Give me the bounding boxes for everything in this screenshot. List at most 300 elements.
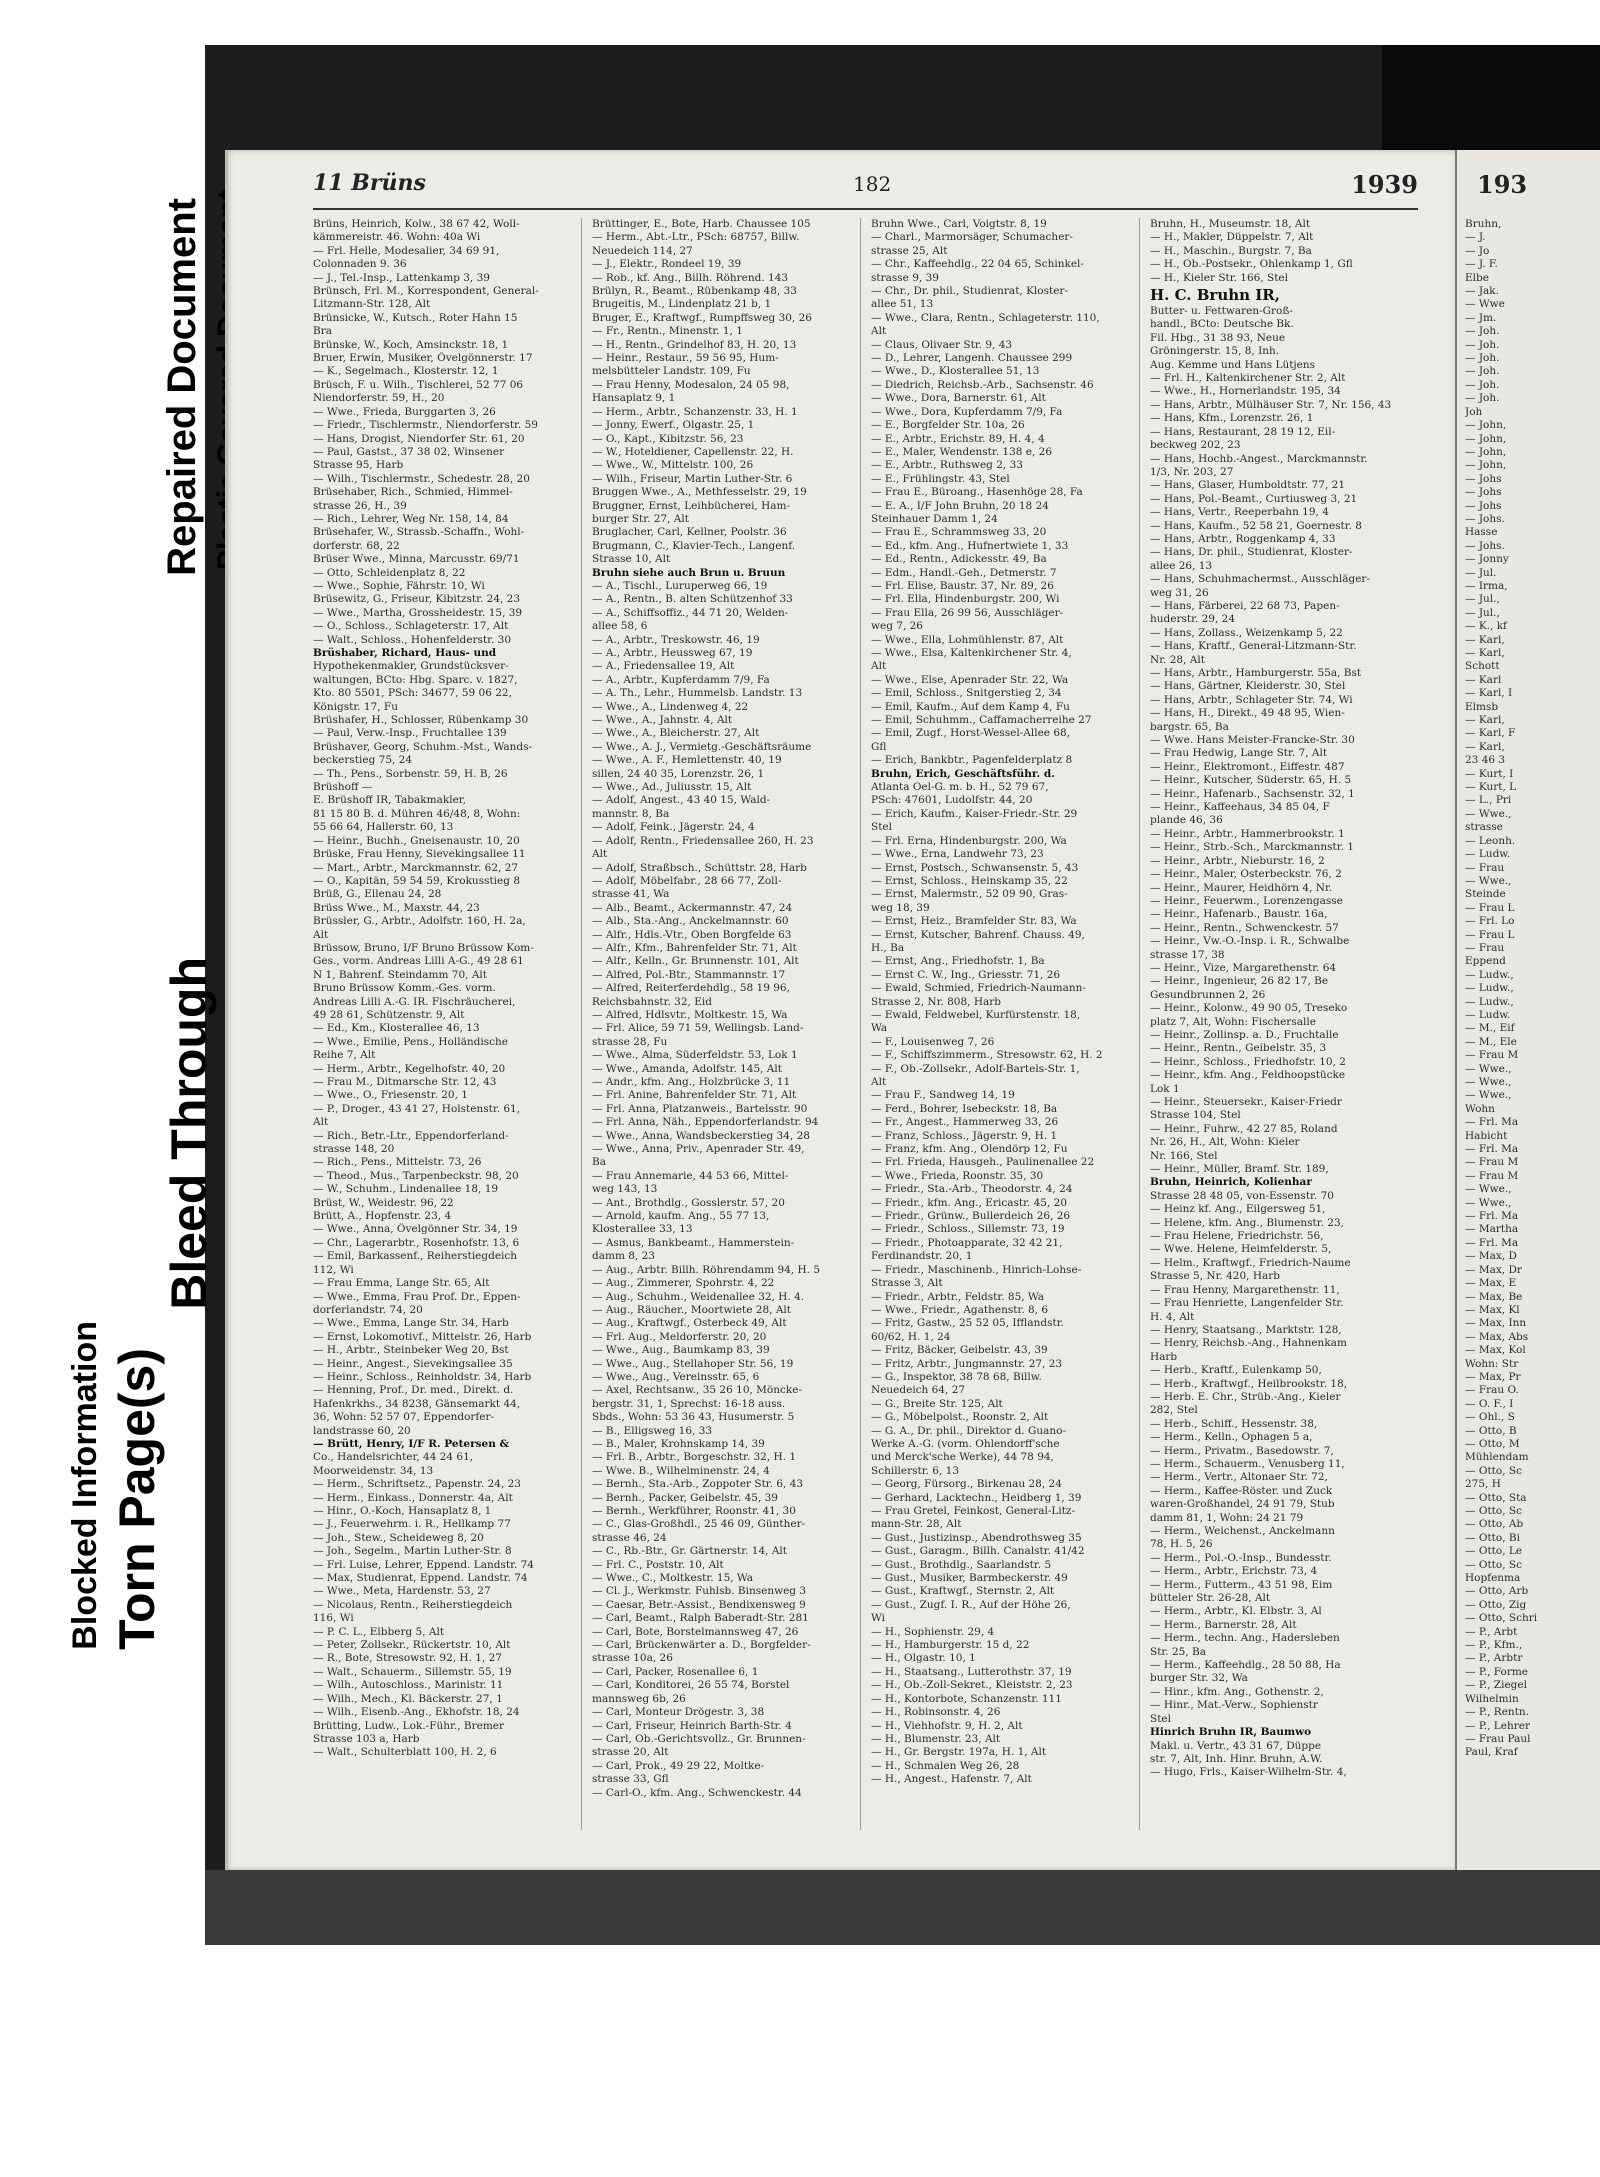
- adjacent-entry-line: Habicht: [1465, 1129, 1508, 1142]
- directory-entry-line: — Heinr., Buchh., Gneisenaustr. 10, 20: [313, 834, 520, 847]
- directory-entry-line: — Herm., Einkass., Donnerstr. 4a, Alt: [313, 1491, 513, 1504]
- directory-entry-line: — E., Maler, Wendenstr. 138 e, 26: [871, 445, 1053, 458]
- adjacent-entry-line: — Wwe.,: [1465, 1196, 1512, 1209]
- directory-entry-line: — Carl, Monteur Drögestr. 3, 38: [592, 1706, 765, 1719]
- adjacent-entry-line: — Otto, B: [1465, 1424, 1517, 1437]
- directory-entry-line: — Friedr., Arbtr., Feldstr. 85, Wa: [871, 1290, 1045, 1303]
- directory-entry-line: — Emil, Schuhmm., Caffamacherreihe 27: [871, 714, 1092, 727]
- directory-entry-line: — Fritz, Bäcker, Geibelstr. 43, 39: [871, 1344, 1048, 1357]
- directory-entry-line: — E. A., I/F John Bruhn, 20 18 24: [871, 499, 1049, 512]
- directory-entry-line: — Herb., Kraftf., Eulenkamp 50,: [1150, 1364, 1322, 1377]
- directory-entry-line: Alt: [313, 928, 329, 941]
- directory-entry-line: — A., Schiffsoffiz., 44 71 20, Welden-: [592, 606, 789, 619]
- adjacent-entry-line: — Max, Inn: [1465, 1317, 1527, 1330]
- directory-entry-line: Steinhauer Damm 1, 24: [871, 512, 998, 525]
- directory-entry-line: Wa: [871, 1022, 888, 1035]
- directory-entry-line: — Heinr., Ingenieur, 26 82 17, Be: [1150, 975, 1329, 988]
- directory-entry-line: — Wwe., C., Moltkestr. 15, Wa: [592, 1572, 754, 1585]
- directory-entry-line: — Hans, Kraftf., General-Litzmann-Str.: [1150, 640, 1357, 653]
- directory-entry-line: — F., Louisenweg 7, 26: [871, 1035, 995, 1048]
- directory-entry-line: — E., Arbtr., Ruthsweg 2, 33: [871, 459, 1023, 472]
- directory-entry-line: — Hans, Dr. phil., Studienrat, Kloster-: [1150, 546, 1353, 559]
- adjacent-entry-line: — John,: [1465, 419, 1507, 432]
- adjacent-entry-line: — O. F., I: [1465, 1397, 1514, 1410]
- directory-entry-line: Bruger, E., Kraftwgf., Rumpffsweg 30, 26: [592, 311, 812, 324]
- directory-entry-line: — Alfred, Reiterferdehdlg., 58 19 96,: [592, 982, 790, 995]
- directory-entry-line: Colonnaden 9. 36: [313, 258, 407, 271]
- directory-entry-line: — Frau Hedwig, Lange Str. 7, Alt: [1150, 747, 1328, 760]
- directory-entry-line: beckerstieg 75, 24: [313, 754, 413, 767]
- directory-entry-line: Bruhn, Heinrich, Kolienhar: [1150, 1176, 1312, 1189]
- directory-entry-line: Brüssler, G., Arbtr., Adolfstr. 160, H. 2a,: [313, 915, 526, 928]
- directory-entry-line: N 1, Bahrenf. Steindamm 70, Alt: [313, 968, 487, 981]
- directory-entry-line: — Wwe., Anna, Övelgönner Str. 34, 19: [313, 1223, 518, 1236]
- directory-entry-line: waren-Großhandel, 24 91 79, Stub: [1150, 1498, 1335, 1511]
- directory-entry-line: strasse 46, 24: [592, 1531, 667, 1544]
- directory-entry-line: — Claus, Olivaer Str. 9, 43: [871, 338, 1013, 351]
- directory-entry-line: — Carl, Brückenwärter a. D., Borgfelder-: [592, 1639, 811, 1652]
- directory-entry-line: — Carl, Beamt., Ralph Baberadt-Str. 281: [592, 1612, 809, 1625]
- directory-entry-line: — Frl. Helle, Modesalier, 34 69 91,: [313, 244, 500, 257]
- directory-entry-line: — Hinr., Mat.-Verw., Sophienstr: [1150, 1699, 1318, 1712]
- directory-entry-line: — Wwe., Emilie, Pens., Holländische: [313, 1035, 508, 1048]
- directory-entry-line: Strasse 5, Nr. 420, Harb: [1150, 1270, 1280, 1283]
- directory-entry-line: — Herb. E. Chr., Strüb.-Ang., Kieler: [1150, 1390, 1341, 1403]
- directory-entry-line: Alt: [592, 848, 608, 861]
- directory-entry-line: Litzmann-Str. 128, Alt: [313, 298, 431, 311]
- directory-entry-line: — Brütt, Henry, I/F R. Petersen &: [313, 1437, 509, 1450]
- directory-entry-line: — P. C. L., Elbberg 5, Alt: [313, 1625, 445, 1638]
- directory-entry-line: — H., Kontorbote, Schanzenstr. 111: [871, 1692, 1062, 1705]
- directory-entry-line: — G. A., Dr. phil., Direktor d. Guano-: [871, 1424, 1067, 1437]
- directory-entry-line: burger Str. 27, Alt: [592, 512, 689, 525]
- directory-entry-line: — Charl., Marmorsäger, Schumacher-: [871, 231, 1073, 244]
- directory-entry-line: — Friedr., Grünw., Bullerdeich 26, 26: [871, 1210, 1071, 1223]
- directory-entry-line: — Joh., Segelm., Martin Luther-Str. 8: [313, 1545, 512, 1558]
- directory-entry-line: — H., Viehhofstr. 9, H. 2, Alt: [871, 1719, 1023, 1732]
- directory-entry-line: — H., Ob.-Postsekr., Ohlenkamp 1, Gfl: [1150, 258, 1353, 271]
- directory-entry-line: — Wwe., Ad., Juliusstr. 15, Alt: [592, 781, 752, 794]
- directory-entry-line: — Carl, Bote, Borstelmannsweg 47, 26: [592, 1625, 799, 1638]
- directory-entry-line: Brüns, Heinrich, Kolw., 38 67 42, Woll-: [313, 218, 520, 230]
- directory-entry-line: — Emil, Kaufm., Auf dem Kamp 4, Fu: [871, 700, 1070, 713]
- directory-entry-line: — Heinr., Schloss., Friedhofstr. 10, 2: [1150, 1055, 1346, 1068]
- directory-entry-line: Brüshafer, H., Schlosser, Rübenkamp 30: [313, 714, 529, 727]
- directory-entry-line: — G., Möbelpolst., Roonstr. 2, Alt: [871, 1411, 1049, 1424]
- directory-columns: [313, 218, 1418, 1830]
- directory-entry-line: — Emil, Barkassenf., Reiherstiegdeich: [313, 1250, 518, 1263]
- directory-entry-line: Brüsewitz, G., Friseur, Kibitzstr. 24, 23: [313, 593, 521, 606]
- directory-entry-line: — A., Friedensallee 19, Alt: [592, 660, 735, 673]
- directory-entry-line: Str. 25, Ba: [1150, 1645, 1206, 1658]
- directory-entry-line: Stel: [1150, 1712, 1171, 1725]
- directory-entry-line: — Wwe., D., Klosterallee 51, 13: [871, 365, 1040, 378]
- directory-entry-line: str. 7, Alt, Inh. Hinr. Bruhn, A.W.: [1150, 1752, 1323, 1765]
- directory-entry-line: Andreas Lilli A.-G. IR. Fischräucherei,: [313, 995, 516, 1008]
- directory-entry-line: bütteler Str. 26-28, Alt: [1150, 1592, 1271, 1605]
- directory-entry-line: — Walt., Schloss., Hohenfelderstr. 30: [313, 633, 512, 646]
- adjacent-entry-line: Eppend: [1465, 955, 1506, 968]
- directory-entry-line: — Heinr., Maler, Osterbeckstr. 76, 2: [1150, 868, 1342, 881]
- directory-entry-line: Brülyn, R., Beamt., Rübenkamp 48, 33: [592, 285, 797, 298]
- directory-entry-line: 81 15 80 B. d. Mühren 46/48, 8, Wohn:: [313, 807, 521, 820]
- directory-entry-line: — Fritz, Arbtr., Jungmannstr. 27, 23: [871, 1357, 1063, 1370]
- directory-entry-line: damm 81, 1, Wohn: 24 21 79: [1150, 1511, 1304, 1524]
- directory-entry-line: — Alfr., Kfm., Bahrenfelder Str. 71, Alt: [592, 941, 797, 954]
- directory-entry-line: — Gust., Brothdlg., Saarlandstr. 5: [871, 1558, 1052, 1571]
- directory-entry-line: — Alfred, Pol.-Btr., Stammannstr. 17: [592, 968, 786, 981]
- directory-entry-line: — Alfr., Kelln., Gr. Brunnenstr. 101, Alt: [592, 955, 799, 968]
- directory-entry-line: beckweg 202, 23: [1150, 439, 1241, 452]
- directory-entry-line: — Heinr., Elektromont., Eiffestr. 487: [1150, 760, 1345, 773]
- directory-entry-line: — Carl, Ob.-Gerichtsvollz., Gr. Brunnen-: [592, 1732, 806, 1745]
- directory-entry-line: Kto. 80 5501, PSch: 34677, 59 06 22,: [313, 687, 512, 700]
- directory-entry-line: — Hans, Gärtner, Kleiderstr. 30, Stel: [1150, 680, 1346, 693]
- directory-entry-line: — Frau E., Büroang., Hasenhöge 28, Fa: [871, 486, 1083, 499]
- directory-entry-line: — Hugo, Frls., Kaiser-Wilhelm-Str. 4,: [1150, 1766, 1347, 1779]
- directory-entry-line: Brünsicke, W., Kutsch., Roter Hahn 15: [313, 311, 518, 324]
- directory-entry-line: Hafenkrkhs., 34 8238, Gänsemarkt 44,: [313, 1397, 521, 1410]
- directory-entry-line: — Helene, kfm. Ang., Blumenstr. 23,: [1150, 1216, 1345, 1229]
- directory-entry-line: — Herm., Kaffee-Röster. und Zuck: [1150, 1484, 1333, 1497]
- adjacent-entry-line: — Karl,: [1465, 647, 1505, 659]
- adjacent-entry-line: — P., Arbtr: [1465, 1652, 1523, 1665]
- adjacent-entry-line: Elmsb: [1465, 700, 1499, 713]
- directory-entry-line: — Herm., Arbtr., Kl. Elbstr. 3, Al: [1150, 1605, 1322, 1618]
- directory-entry-line: Neuedeich 114, 27: [592, 244, 693, 257]
- directory-entry-line: — Otto, Schleidenplatz 8, 22: [313, 566, 466, 579]
- directory-entry-line: — P., Droger., 43 41 27, Holstenstr. 61,: [313, 1102, 521, 1115]
- directory-entry-line: — Frl. Alice, 59 71 59, Wellingsb. Land-: [592, 1022, 804, 1035]
- directory-entry-line: Brünsch, Frl. M., Korrespondent, General-: [313, 285, 539, 298]
- directory-entry-line: — Wwe., Anna, Wandsbeckerstieg 34, 28: [592, 1129, 810, 1142]
- adjacent-entry-line: — Frl. Lo: [1465, 915, 1515, 928]
- directory-entry-line: strasse 10a, 26: [592, 1652, 673, 1665]
- directory-entry-line: Butter- u. Fettwaren-Groß-: [1150, 305, 1293, 318]
- directory-entry-line: Sbds., Wohn: 53 36 43, Husumerstr. 5: [592, 1411, 795, 1424]
- directory-entry-line: — Heinr., Rentn., Schwenckestr. 57: [1150, 921, 1339, 934]
- directory-entry-line: — Wwe., Friedr., Agathenstr. 8, 6: [871, 1303, 1049, 1316]
- adjacent-entry-line: 275, H: [1465, 1478, 1501, 1491]
- adjacent-entry-line: — Karl,: [1465, 633, 1505, 646]
- adjacent-entry-line: Paul, Kraf: [1465, 1746, 1518, 1759]
- directory-entry-line: Strasse 28 48 05, von-Essenstr. 70: [1150, 1189, 1334, 1202]
- adjacent-entry-line: Schott: [1465, 660, 1500, 673]
- directory-entry-line: — Heinr., Vize, Margarethenstr. 64: [1150, 961, 1337, 974]
- directory-entry-line: Bruhn Wwe., Carl, Voigtstr. 8, 19: [871, 218, 1047, 230]
- directory-entry-line: — Chr., Dr. phil., Studienrat, Kloster-: [871, 285, 1069, 298]
- directory-entry-line: — Heinr., Kutscher, Süderstr. 65, H. 5: [1150, 774, 1352, 787]
- directory-entry-line: — Wwe. Helene, Heimfelderstr. 5,: [1150, 1243, 1332, 1256]
- directory-entry-line: — Wwe., Erna, Landwehr 73, 23: [871, 848, 1044, 861]
- directory-entry-line: — Herm., Schauerm., Venusberg 11,: [1150, 1457, 1345, 1470]
- directory-entry-line: mann-Str. 28, Alt: [871, 1518, 962, 1531]
- directory-entry-line: — A., Arbtr., Heussweg 67, 19: [592, 647, 753, 659]
- directory-entry-line: Moorweidenstr. 34, 13: [313, 1464, 434, 1477]
- directory-entry-line: — Hans, Hochb.-Angest., Marckmannstr.: [1150, 452, 1368, 465]
- directory-entry-line: — Wilh., Mech., Kl. Bäckerstr. 27, 1: [313, 1692, 503, 1705]
- directory-entry-line: Atlanta Oel-G. m. b. H., 52 79 67,: [871, 781, 1049, 794]
- directory-entry-line: Bruhn, H., Museumstr. 18, Alt: [1150, 218, 1311, 230]
- scan-defect-labels: [60, 170, 250, 1650]
- adjacent-entry-line: — Frl. Ma: [1465, 1236, 1519, 1249]
- directory-entry-line: — Hans, Schuhmachermst., Ausschläger-: [1150, 573, 1370, 586]
- directory-entry-line: — Heinr., Vw.-O.-Insp. i. R., Schwalbe: [1150, 935, 1350, 948]
- directory-entry-line: strasse 28, Fu: [592, 1035, 668, 1048]
- directory-entry-line: Co., Handelsrichter, 44 24 61,: [313, 1451, 474, 1464]
- directory-entry-line: — Hans, H., Direkt., 49 48 95, Wien-: [1150, 707, 1345, 720]
- page-year: 1939: [1351, 170, 1418, 199]
- adjacent-entry-line: — Frau M: [1465, 1169, 1519, 1182]
- directory-entry-line: — Paul, Verw.-Insp., Fruchtallee 139: [313, 727, 507, 740]
- adjacent-entry-line: — Wwe.,: [1465, 1089, 1512, 1102]
- directory-entry-line: Reihe 7, Alt: [313, 1049, 376, 1062]
- adjacent-entry-line: — Otto, Bi: [1465, 1531, 1520, 1544]
- directory-entry-line: — Frau Helene, Friedrichstr. 56,: [1150, 1230, 1324, 1243]
- adjacent-entry-line: — Frau L: [1465, 901, 1515, 914]
- directory-entry-line: 60/62, H. 1, 24: [871, 1330, 951, 1343]
- directory-entry-line: — Rich., Betr.-Ltr., Eppendorferland-: [313, 1129, 509, 1142]
- adjacent-entry-line: — Otto, Zig: [1465, 1598, 1527, 1611]
- adjacent-entry-line: — P., Rentn.: [1465, 1706, 1529, 1719]
- directory-entry-line: Nr. 26, H., Alt, Wohn: Kieler: [1150, 1136, 1300, 1149]
- adjacent-entry-line: — Frau O.: [1465, 1384, 1519, 1397]
- directory-entry-line: — Hans, Arbtr., Schlageter Str. 74, Wi: [1150, 693, 1353, 706]
- adjacent-entry-line: — Joh.: [1465, 365, 1500, 378]
- directory-entry-line: — Hans, Kaufm., 52 58 21, Goernestr. 8: [1150, 519, 1362, 532]
- adjacent-entry-line: strasse: [1465, 821, 1503, 834]
- adjacent-entry-line: — J. F.: [1465, 258, 1498, 271]
- directory-entry-line: strasse 41, Wa: [592, 888, 670, 901]
- directory-entry-line: allee 51, 13: [871, 298, 934, 311]
- adjacent-entry-line: — Wwe: [1465, 298, 1505, 311]
- directory-entry-line: — Heinr., Schloss., Reinholdstr. 34, Harb: [313, 1370, 532, 1383]
- directory-entry-line: Brüshaver, Georg, Schuhm.-Mst., Wands-: [313, 740, 533, 753]
- directory-entry-line: — Th., Pens., Sorbenstr. 59, H. B, 26: [313, 767, 508, 780]
- directory-entry-line: Bruglacher, Carl, Kellner, Poolstr. 36: [592, 526, 787, 539]
- directory-entry-line: — Gerhard, Lacktechn., Heidberg 1, 39: [871, 1491, 1082, 1504]
- directory-entry-line: — Wwe., Amanda, Adolfstr. 145, Alt: [592, 1062, 782, 1075]
- directory-entry-line: platz 7, Alt, Wohn: Fischersalle: [1150, 1015, 1316, 1028]
- directory-entry-line: — Aug., Schuhm., Weidenallee 32, H. 4.: [592, 1290, 805, 1303]
- directory-entry-line: — Wwe., W., Mittelstr. 100, 26: [592, 459, 754, 472]
- directory-entry-line: — Emil, Zugf., Horst-Wessel-Allee 68,: [871, 727, 1071, 740]
- directory-entry-line: Wi: [871, 1612, 885, 1625]
- directory-entry-line: — A., Tischl., Luruperweg 66, 19: [592, 579, 768, 592]
- adjacent-entry-line: — Max, Kl: [1465, 1303, 1520, 1316]
- adjacent-entry-line: — Otto, Le: [1465, 1545, 1523, 1558]
- directory-entry-line: — Wwe. B., Wilhelminenstr. 24, 4: [592, 1464, 770, 1477]
- directory-entry-line: Aug. Kemme und Hans Lütjens: [1150, 358, 1316, 371]
- directory-entry-line: — H., Kieler Str. 166, Stel: [1150, 271, 1289, 284]
- directory-entry-line: — Herm., Kaffeehdlg., 28 50 88, Ha: [1150, 1659, 1341, 1672]
- directory-entry-line: — Gust., Justizinsp., Abendrothsweg 35: [871, 1531, 1082, 1544]
- directory-entry-line: strasse 9, 39: [871, 271, 939, 284]
- directory-entry-line: — Herm., Arbtr., Kegelhofstr. 40, 20: [313, 1062, 506, 1075]
- directory-entry-line: — Ernst, Schloss., Heinskamp 35, 22: [871, 874, 1068, 887]
- directory-entry-line: mannsweg 6b, 26: [592, 1692, 686, 1705]
- directory-entry-line: — Carl-O., kfm. Ang., Schwenckestr. 44: [592, 1786, 802, 1799]
- directory-entry-line: — Paul, Gastst., 37 38 02, Winsener: [313, 445, 505, 458]
- directory-entry-line: — B., Maler, Krohnskamp 14, 39: [592, 1437, 765, 1450]
- adjacent-entry-line: — Jonny: [1465, 553, 1509, 566]
- directory-entry-line: Bruggen Wwe., A., Methfesselstr. 29, 19: [592, 486, 807, 499]
- directory-entry-line: — Ant., Brothdlg., Gosslerstr. 57, 20: [592, 1196, 785, 1209]
- directory-entry-line: 36, Wohn: 52 57 07, Eppendorfer-: [313, 1411, 495, 1424]
- adjacent-entry-line: — P., Forme: [1465, 1665, 1529, 1678]
- directory-entry-line: — Frl. Anna, Platzanweis., Bartelsstr. 90: [592, 1102, 808, 1115]
- directory-entry-line: — H., Ob.-Zoll-Sekret., Kleiststr. 2, 23: [871, 1679, 1073, 1692]
- directory-entry-line: — Wwe., Alma, Süderfeldstr. 53, Lok 1: [592, 1049, 798, 1062]
- directory-entry-line: sillen, 24 40 35, Lorenzstr. 26, 1: [592, 767, 765, 780]
- directory-entry-line: — Carl, Konditorei, 26 55 74, Borstel: [592, 1679, 790, 1692]
- adjacent-entry-line: — Wwe.,: [1465, 807, 1512, 820]
- directory-entry-line: — Frau Annemarie, 44 53 66, Mittel-: [592, 1169, 789, 1182]
- directory-entry-line: — Wilh., Friseur, Martin Luther-Str. 6: [592, 472, 793, 485]
- adjacent-entry-line: — Joh.: [1465, 338, 1500, 351]
- directory-entry-line: — Heinr., Hafenarb., Baustr. 16a,: [1150, 908, 1328, 921]
- directory-entry-line: — Frau F., Sandweg 14, 19: [871, 1089, 1015, 1102]
- directory-entry-line: — Heinr., Kaffeehaus, 34 85 04, F: [1150, 801, 1330, 814]
- adjacent-entry-line: — Karl, F: [1465, 727, 1516, 740]
- directory-entry-line: und Merck'sche Werke), 44 78 94,: [871, 1451, 1054, 1464]
- directory-entry-line: strasse 20, Alt: [592, 1746, 669, 1759]
- directory-entry-line: — J., Tel.-Insp., Lattenkamp 3, 39: [313, 271, 490, 284]
- directory-entry-line: — Wwe., Elsa, Kaltenkirchener Str. 4,: [871, 647, 1072, 659]
- directory-entry-line: — Theod., Mus., Tarpenbeckstr. 98, 20: [313, 1169, 519, 1182]
- adjacent-entry-line: — Otto, Ab: [1465, 1518, 1524, 1531]
- adjacent-entry-line: — P., Ziegel: [1465, 1679, 1527, 1692]
- directory-entry-line: — D., Lehrer, Langenh. Chaussee 299: [871, 352, 1073, 365]
- directory-entry-line: E. Brüshoff IR, Tabakmakler,: [313, 794, 466, 807]
- directory-entry-line: — Wilh., Tischlermstr., Schedestr. 28, 20: [313, 472, 530, 485]
- directory-entry-line: Brüsch, F. u. Wilh., Tischlerei, 52 77 06: [313, 378, 524, 391]
- adjacent-entry-line: — Karl, I: [1465, 687, 1513, 700]
- directory-entry-line: — Wwe. Hans Meister-Francke-Str. 30: [1150, 734, 1355, 747]
- directory-entry-line: — Joh., Stew., Scheideweg 8, 20: [313, 1531, 484, 1544]
- directory-entry-line: — O., Schloss., Schlageterstr. 17, Alt: [313, 620, 509, 633]
- directory-entry-line: — Frau Gretel, Feinkost, General-Litz-: [871, 1505, 1075, 1517]
- directory-entry-line: — Wwe., Dora, Barnerstr. 61, Alt: [871, 392, 1046, 405]
- adjacent-entry-line: — Max, Pr: [1465, 1370, 1521, 1383]
- directory-entry-line: — H., Blumenstr. 23, Alt: [871, 1732, 1001, 1745]
- adjacent-entry-line: — Wwe.,: [1465, 1183, 1512, 1196]
- directory-entry-line: — Herm., Futterm., 43 51 98, Eim: [1150, 1578, 1333, 1591]
- scan-corner-shadow: [1382, 45, 1600, 165]
- directory-entry-line: — Adolf, Rentn., Friedensallee 260, H. 23: [592, 834, 814, 847]
- adjacent-page-year: 193: [1477, 170, 1528, 199]
- directory-entry-line: — Wwe., Clara, Rentn., Schlageterstr. 110,: [871, 311, 1100, 324]
- adjacent-entry-line: — Frau: [1465, 861, 1505, 874]
- adjacent-entry-line: — Jak.: [1465, 285, 1500, 298]
- directory-entry-line: Brütt, A., Hopfenstr. 23, 4: [313, 1210, 452, 1223]
- directory-entry-line: — Heinr., Arbtr., Nieburstr. 16, 2: [1150, 854, 1325, 867]
- directory-entry-line: strasse 148, 20: [313, 1143, 395, 1156]
- directory-entry-line: — W., Hoteldiener, Capellenstr. 22, H.: [592, 445, 794, 458]
- directory-entry-line: Bra: [313, 325, 332, 338]
- directory-entry-line: strasse 25, Alt: [871, 244, 948, 257]
- directory-entry-line: — Wwe., A. F., Hemlettenstr. 40, 19: [592, 754, 782, 767]
- directory-entry-line: — Wilh., Autoschloss., Marinistr. 11: [313, 1679, 504, 1692]
- directory-entry-line: — Carl, Packer, Rosenallee 6, 1: [592, 1665, 759, 1678]
- directory-entry-line: — Heinr., Arbtr., Hammerbrookstr. 1: [1150, 827, 1345, 840]
- adjacent-entry-line: Mühlendam: [1465, 1451, 1529, 1464]
- directory-entry-line: — Hans, Färberei, 22 68 73, Papen-: [1150, 599, 1340, 612]
- directory-entry-line: H. C. Bruhn IR,: [1150, 286, 1280, 305]
- adjacent-entry-line: — Jul.: [1465, 566, 1497, 579]
- directory-entry-line: — Heinr., Feuerwm., Lorenzengasse: [1150, 894, 1343, 907]
- directory-entry-line: Neuedeich 64, 27: [871, 1384, 966, 1397]
- directory-entry-line: — H., Arbtr., Steinbeker Weg 20, Bst: [313, 1344, 509, 1357]
- directory-entry-line: — Hans, Arbtr., Hamburgerstr. 55a, Bst: [1150, 667, 1362, 679]
- directory-entry-line: kämmereistr. 46. Wohn: 40a Wi: [313, 231, 481, 244]
- adjacent-entry-line: Wilhelmin: [1465, 1692, 1519, 1705]
- directory-entry-line: Makl. u. Vertr., 43 31 67, Düppe: [1150, 1739, 1322, 1752]
- directory-entry-line: — A., Arbtr., Kupferdamm 7/9, Fa: [592, 673, 770, 686]
- directory-entry-line: melsbütteler Landstr. 109, Fu: [592, 365, 751, 378]
- directory-entry-line: — Ed., Km., Klosterallee 46, 13: [313, 1022, 480, 1035]
- directory-entry-line: Bruno Brüssow Komm.-Ges. vorm.: [313, 982, 496, 995]
- directory-entry-line: — Herm., Arbtr., Erichstr. 73, 4: [1150, 1565, 1318, 1578]
- directory-entry-line: Niendorferstr. 59, H., 20: [313, 392, 445, 405]
- directory-entry-line: — Adolf, Feink., Jägerstr. 24, 4: [592, 821, 755, 834]
- directory-entry-line: — Henry, Reichsb.-Ang., Hahnenkam: [1150, 1337, 1347, 1350]
- directory-entry-line: — Friedr., Schloss., Sillemstr. 73, 19: [871, 1223, 1065, 1236]
- directory-entry-line: — Wwe., H., Hornerlandstr. 195, 34: [1150, 385, 1341, 398]
- adjacent-entry-line: — John,: [1465, 459, 1507, 472]
- directory-entry-line: Bruer, Erwin, Musiker, Övelgönnerstr. 17: [313, 352, 533, 365]
- directory-entry-line: — Herm., Barnerstr. 28, Alt: [1150, 1618, 1297, 1631]
- directory-entry-line: — Alb., Sta.-Ang., Anckelmannstr. 60: [592, 915, 789, 928]
- directory-entry-line: — H., Maschin., Burgstr. 7, Ba: [1150, 244, 1312, 257]
- adjacent-entry-line: — Jm.: [1465, 311, 1497, 324]
- directory-entry-line: — Ferd., Bohrer, Isebeckstr. 18, Ba: [871, 1102, 1058, 1115]
- directory-entry-line: — Max, Studienrat, Eppend. Landstr. 74: [313, 1572, 528, 1585]
- directory-entry-line: — Wwe., Dora, Kupferdamm 7/9, Fa: [871, 405, 1063, 418]
- directory-entry-line: — Frau Henriette, Langenfelder Str.: [1150, 1297, 1344, 1310]
- label-bleed-through: Bleed Through: [161, 957, 217, 1310]
- directory-entry-line: — Rich., Pens., Mittelstr. 73, 26: [313, 1156, 482, 1169]
- directory-entry-line: — Henning, Prof., Dr. med., Direkt. d.: [313, 1384, 514, 1397]
- adjacent-entry-line: — Joh.: [1465, 352, 1500, 365]
- directory-entry-line: — Frl. Anine, Bahrenfelder Str. 71, Alt: [592, 1089, 797, 1102]
- directory-entry-line: — Aug., Kraftwgf., Osterbeck 49, Alt: [592, 1317, 787, 1330]
- directory-entry-line: — Wwe., A., Lindenweg 4, 22: [592, 700, 749, 713]
- directory-entry-line: — Frl. Erna, Hindenburgstr. 200, Wa: [871, 834, 1067, 847]
- directory-entry-line: damm 8, 23: [592, 1250, 655, 1263]
- adjacent-entry-line: Hopfenma: [1465, 1572, 1521, 1585]
- directory-entry-line: plande 46, 36: [1150, 814, 1223, 827]
- directory-entry-line: — H., Rentn., Grindelhof 83, H. 20, 13: [592, 338, 797, 351]
- adjacent-entry-line: 23 46 3: [1465, 754, 1506, 767]
- adjacent-entry-line: — Karl,: [1465, 714, 1505, 727]
- scanner-bottom-edge: [205, 1870, 1600, 1945]
- directory-entry-line: Nr. 166, Stel: [1150, 1149, 1218, 1162]
- directory-entry-line: — Heinr., Steuersekr., Kaiser-Friedr: [1150, 1096, 1342, 1108]
- directory-entry-line: — A., Rentn., B. alten Schützenhof 33: [592, 593, 793, 606]
- directory-entry-line: H., Ba: [871, 941, 905, 954]
- directory-entry-line: — Alfr., Hdls.-Vtr., Oben Borgfelde 63: [592, 928, 792, 941]
- adjacent-entry-line: — Frau: [1465, 941, 1505, 954]
- page-number: 182: [853, 172, 892, 196]
- label-blocked-information: Blocked Information: [66, 1321, 104, 1650]
- directory-entry-line: — Fr., Rentn., Minenstr. 1, 1: [592, 325, 743, 338]
- directory-entry-line: Gfl: [871, 740, 887, 753]
- directory-entry-line: — Aug., Arbtr. Billh. Röhrendamm 94, H. 5: [592, 1263, 820, 1276]
- directory-entry-line: — Chr., Kaffeehdlg., 22 04 65, Schinkel-: [871, 258, 1084, 271]
- adjacent-entry-line: — Kurt, I: [1465, 767, 1514, 780]
- directory-entry-line: bergstr. 31, 1, Sprechst: 16-18 auss.: [592, 1397, 786, 1410]
